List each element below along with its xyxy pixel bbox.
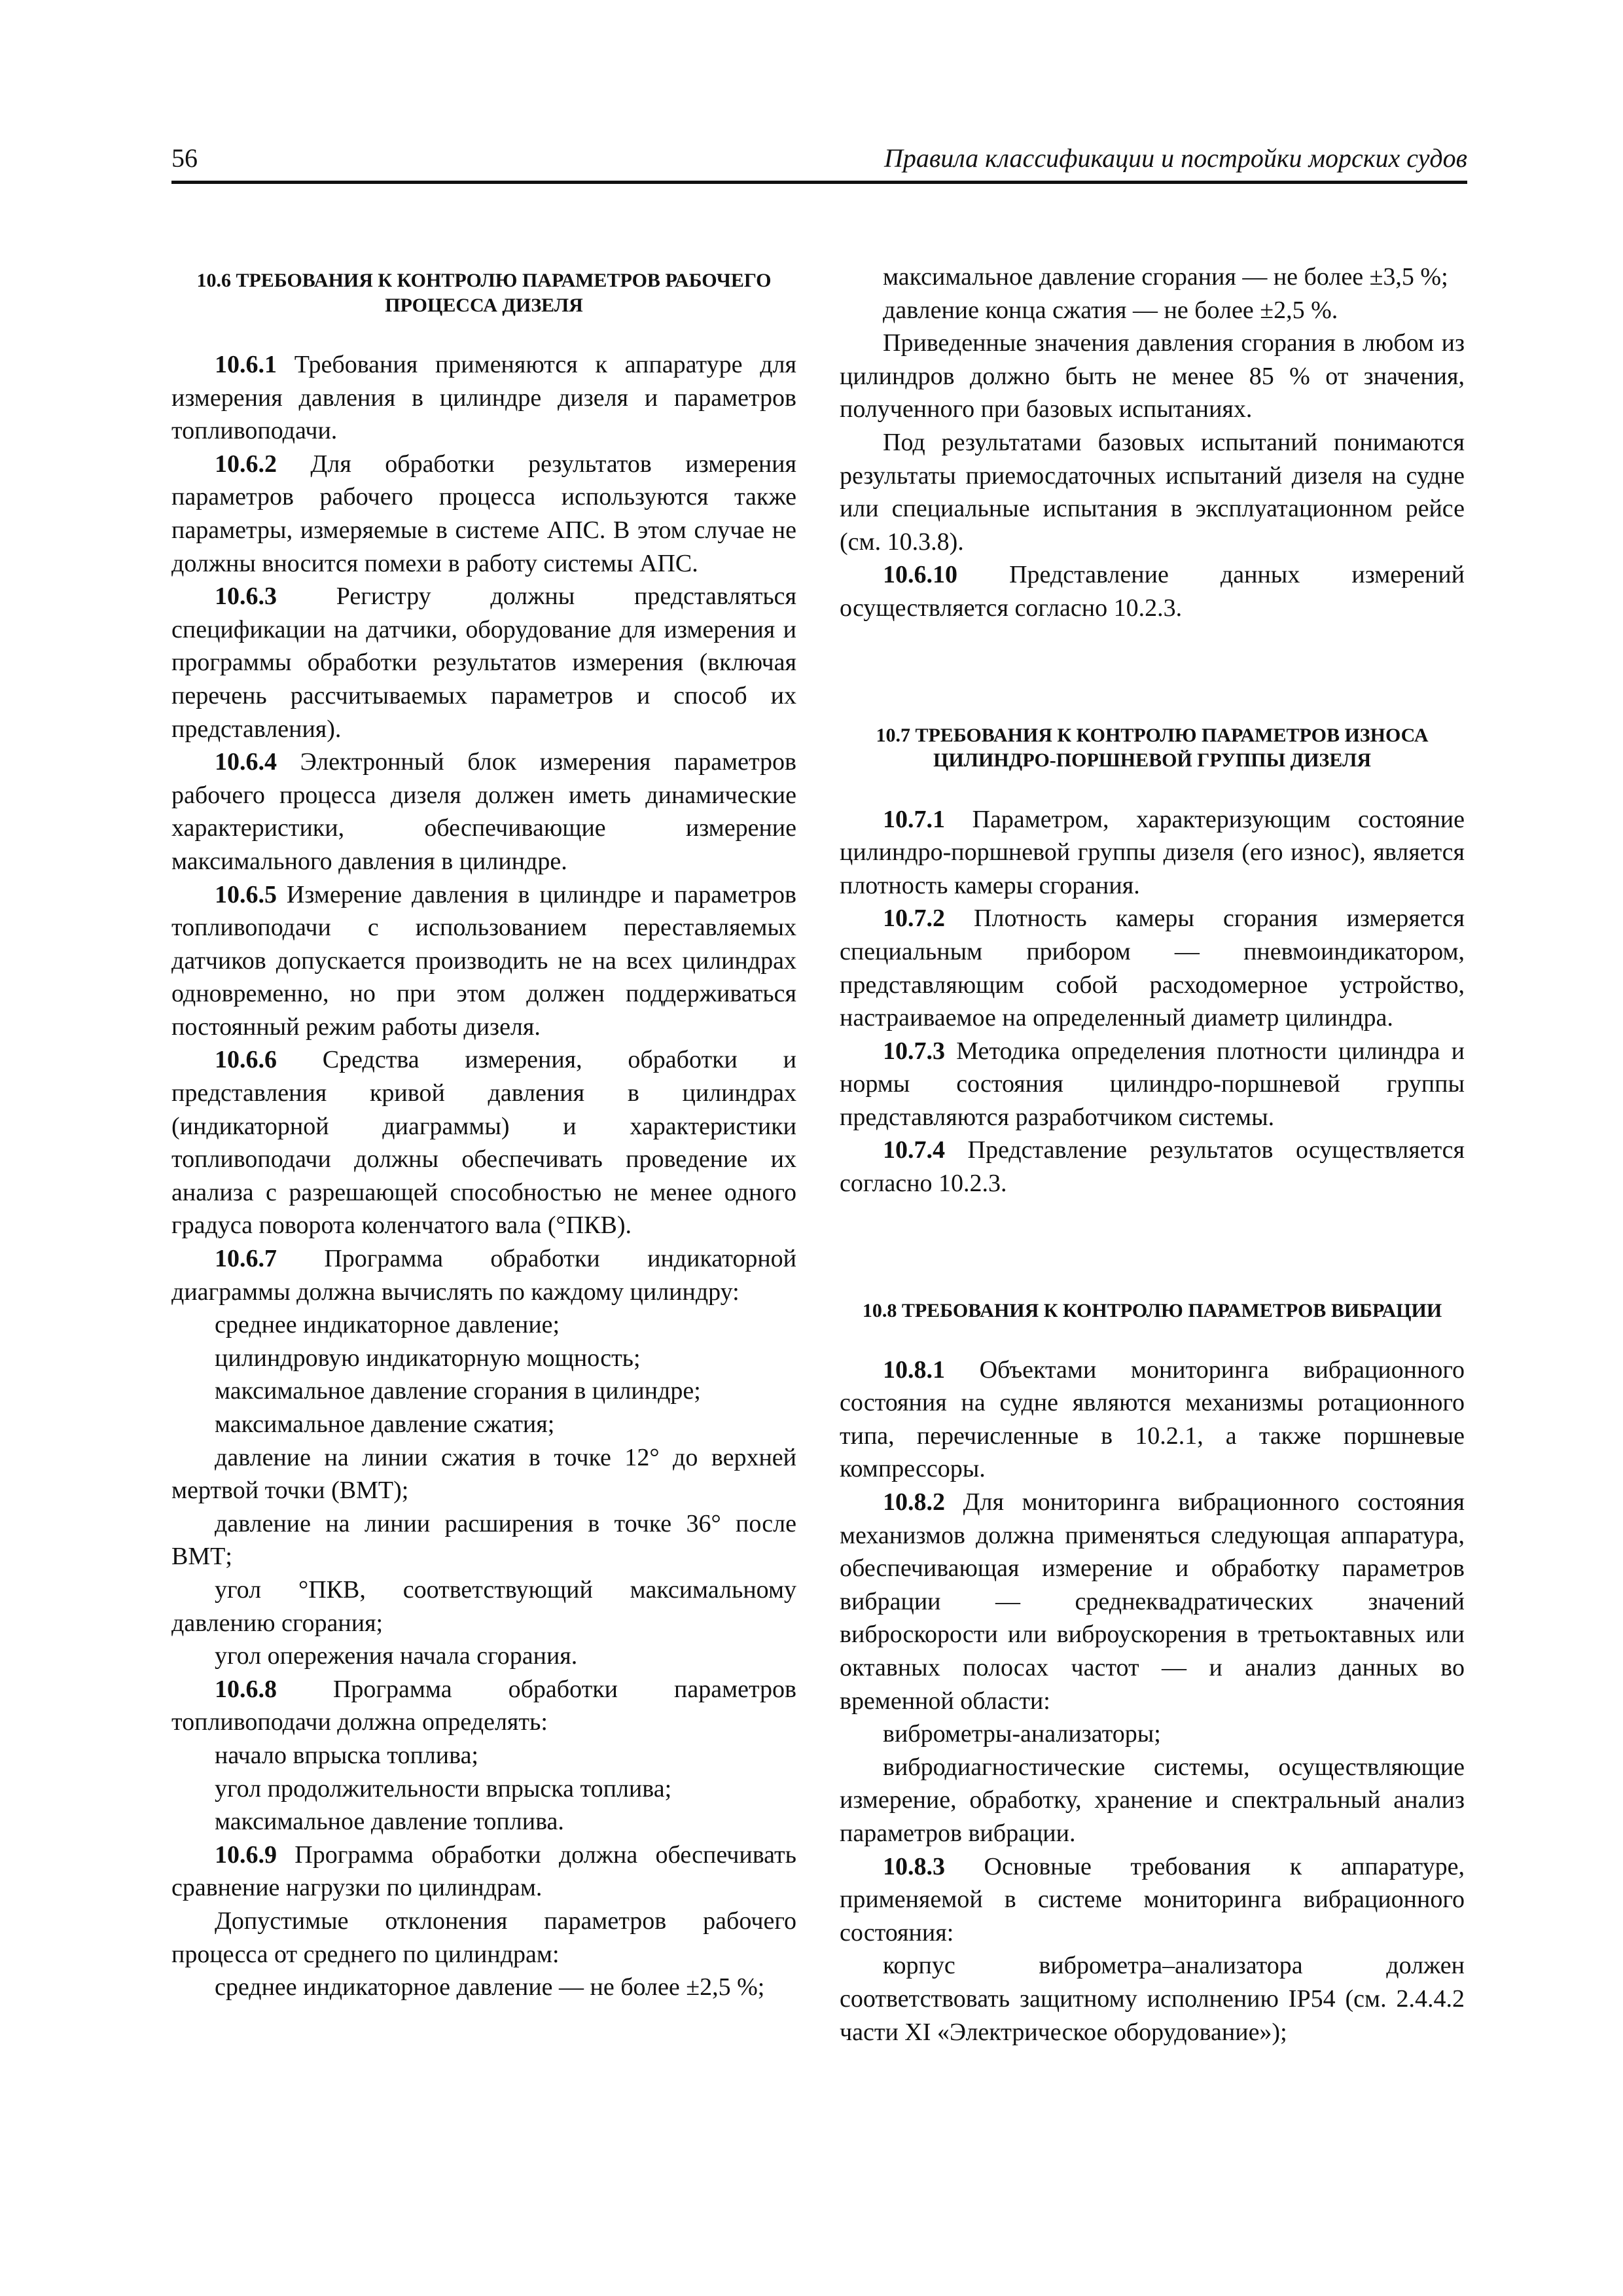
paragraph-10-6-8 xyxy=(171,1673,796,1739)
clause-number: 10.6.9 xyxy=(215,1840,277,1869)
paragraph-10-6-9 xyxy=(171,1839,796,1905)
running-header xyxy=(171,143,1467,184)
right-column xyxy=(840,260,1465,2049)
list-item: цилиндровую индикаторную мощность; xyxy=(215,1344,641,1372)
left-column xyxy=(171,260,796,2004)
clause-number: 10.6.8 xyxy=(215,1675,277,1703)
clause-number: 10.7.1 xyxy=(883,805,945,833)
clause-number: 10.6.4 xyxy=(215,748,277,776)
section-10-8-title: 10.8 ТРЕБОВАНИЯ К КОНТРОЛЮ ПАРАМЕТРОВ ВИБРАЦИИ xyxy=(862,1299,1442,1321)
paragraph-text: Представление результатов осуществляется согласно 10.2.3. xyxy=(840,1136,1465,1198)
paragraph-10-7-2 xyxy=(840,902,1465,1034)
paragraph-text: Для мониторинга вибрационного состояния механизмов должна применяться следующая аппаратура, обеспечивающая измерение и обработку параметров вибрации — среднеквадратических значений виброскорости или виброускорения в третьоктавных или октавных полосах частот — и анализ данных во временной области: xyxy=(840,1488,1465,1715)
paragraph-10-6-6 xyxy=(171,1043,796,1242)
paragraph-text: Плотность камеры сгорания измеряется специальным прибором — пневмоиндикатором, представляющим собой расходомерное устройство, настраиваемое на определенный диаметр цилиндра. xyxy=(840,905,1465,1032)
paragraph-text: Электронный блок измерения параметров рабочего процесса дизеля должен иметь динамические характеристики, обеспечивающие измерение максимального давления в цилиндре. xyxy=(171,748,796,875)
paragraph-10-6-4 xyxy=(171,745,796,878)
list-item: давление на линии сжатия в точке 12° до верхней мертвой точки (ВМТ); xyxy=(171,1443,796,1505)
paragraph-text: Программа обработки индикаторной диаграммы должна вычислять по каждому цилиндру: xyxy=(171,1245,796,1306)
list-item: начало впрыска топлива; xyxy=(215,1741,478,1769)
page-number: 56 xyxy=(171,143,198,173)
list-item: среднее индикаторное давление — не более ±2,5 %; xyxy=(215,1973,765,2001)
paragraph-10-8-1 xyxy=(840,1354,1465,1486)
clause-number: 10.6.2 xyxy=(215,450,277,478)
paragraph-10-6-7 xyxy=(171,1242,796,1308)
paragraph-10-6-1 xyxy=(171,348,796,448)
paragraph-text: Параметром, характеризующим состояние цилиндро-поршневой группы дизеля (его износ), является плотность камеры сгорания. xyxy=(840,805,1465,899)
list-item: максимальное давление топлива. xyxy=(215,1808,564,1836)
clause-number: 10.8.2 xyxy=(883,1488,945,1516)
paragraph-10-8-3 xyxy=(840,1850,1465,1950)
paragraph-text: Под результатами базовых испытаний понимаются результаты приемосдаточных испытаний дизеля на судне или специальные испытания в эксплуатационном рейсе (см. 10.3.8). xyxy=(840,428,1465,556)
clause-number: 10.6.10 xyxy=(883,561,957,589)
clause-number: 10.7.2 xyxy=(883,905,945,933)
list-item: давление на линии расширения в точке 36° после ВМТ; xyxy=(171,1509,796,1571)
list-item: вибродиагностические системы, осуществляющие измерение, обработку, хранение и спектральный анализ параметров вибрации. xyxy=(840,1753,1465,1847)
paragraph-text: Объектами мониторинга вибрационного состояния на судне являются механизмы ротационного типа, перечисленные в 10.2.1, а также поршневые компрессоры. xyxy=(840,1355,1465,1483)
clause-number: 10.6.6 xyxy=(215,1046,277,1074)
clause-number: 10.6.7 xyxy=(215,1245,277,1273)
paragraph-text: Для обработки результатов измерения параметров рабочего процесса используются также параметры, измеряемые в системе АПС. В этом случае не должны вносится помехи в работу системы АПС. xyxy=(171,450,796,577)
section-10-6-title: 10.6 ТРЕБОВАНИЯ К КОНТРОЛЮ ПАРАМЕТРОВ РАБОЧЕГО ПРОЦЕССА ДИЗЕЛЯ xyxy=(196,270,772,316)
clause-number: 10.6.5 xyxy=(215,880,277,908)
paragraph-10-6-2 xyxy=(171,448,796,580)
clause-number: 10.6.1 xyxy=(215,351,277,378)
list-item: максимальное давление сгорания в цилиндре; xyxy=(215,1377,701,1405)
list-item: максимальное давление сжатия; xyxy=(215,1410,555,1438)
paragraph-text: Измерение давления в цилиндре и параметров топливоподачи с использованием переставляемых датчиков допускается производить не на всех цилиндрах одновременно, но при этом должен поддерживаться постоянный режим работы дизеля. xyxy=(171,880,796,1041)
clause-number: 10.7.3 xyxy=(883,1037,945,1065)
paragraph-text: Основные требования к аппаратуре, применяемой в системе мониторинга вибрационного состояния: xyxy=(840,1852,1465,1946)
paragraph-text: Программа обработки должна обеспечивать сравнение нагрузки по цилиндрам. xyxy=(171,1840,796,1902)
running-title: Правила классификации и постройки морских судов xyxy=(883,143,1467,173)
clause-number: 10.7.4 xyxy=(883,1136,945,1164)
paragraph-text: Средства измерения, обработки и представления кривой давления в цилиндрах (индикаторной диаграммы) и характеристики топливоподачи должны обеспечивать проведение их анализа с разрешающей способностью не менее одного градуса поворота коленчатого вала (°ПКВ). xyxy=(171,1046,796,1240)
list-item: среднее индикаторное давление; xyxy=(215,1311,560,1339)
paragraph-text: Программа обработки параметров топливоподачи должна определять: xyxy=(171,1675,796,1736)
clause-number: 10.6.3 xyxy=(215,583,277,611)
section-10-7-title: 10.7 ТРЕБОВАНИЯ К КОНТРОЛЮ ПАРАМЕТРОВ ИЗНОСА ЦИЛИНДРО-ПОРШНЕВОЙ ГРУППЫ ДИЗЕЛЯ xyxy=(876,724,1429,771)
paragraph-deviations: Допустимые отклонения параметров рабочего процесса от среднего по цилиндрам: xyxy=(171,1907,796,1968)
list-item: виброметры-анализаторы; xyxy=(883,1720,1161,1748)
paragraph-text: Регистру должны представляться спецификации на датчики, оборудование для измерения и программы обработки результатов измерения (включая перечень рассчитываемых параметров и способ их представления). xyxy=(171,583,796,743)
paragraph-10-6-5 xyxy=(171,878,796,1044)
list-item: давление конца сжатия — не более ±2,5 %. xyxy=(883,296,1338,324)
paragraph-10-7-4 xyxy=(840,1134,1465,1200)
list-item: угол продолжительности впрыска топлива; xyxy=(215,1774,672,1803)
paragraph-text: Методика определения плотности цилиндра и нормы состояния цилиндро-поршневой группы представляются разработчиком системы. xyxy=(840,1037,1465,1131)
paragraph-10-8-2 xyxy=(840,1486,1465,1717)
paragraph-text: Требования применяются к аппаратуре для измерения давления в цилиндре дизеля и параметров топливоподачи. xyxy=(171,351,796,445)
paragraph-text: Представление данных измерений осуществляется согласно 10.2.3. xyxy=(840,561,1465,622)
paragraph-10-7-3 xyxy=(840,1035,1465,1134)
clause-number: 10.8.3 xyxy=(883,1852,945,1880)
list-item: угол опережения начала сгорания. xyxy=(215,1642,578,1670)
list-item: угол °ПКВ, соответствующий максимальному давлению сгорания; xyxy=(171,1575,796,1637)
paragraph-10-7-1 xyxy=(840,803,1465,903)
list-item: максимальное давление сгорания — не более ±3,5 %; xyxy=(883,263,1448,291)
clause-number: 10.8.1 xyxy=(883,1355,945,1384)
paragraph-text: Приведенные значения давления сгорания в любом из цилиндров должно быть не менее 85 % от значения, полученного при базовых испытаниях. xyxy=(840,329,1465,423)
list-item: корпус виброметра–анализатора должен соответствовать защитному исполнению IP54 (см. 2.4.4.2 части XI «Электрическое оборудование»); xyxy=(840,1952,1465,2046)
paragraph-10-6-3 xyxy=(171,580,796,745)
paragraph-10-6-10 xyxy=(840,558,1465,624)
